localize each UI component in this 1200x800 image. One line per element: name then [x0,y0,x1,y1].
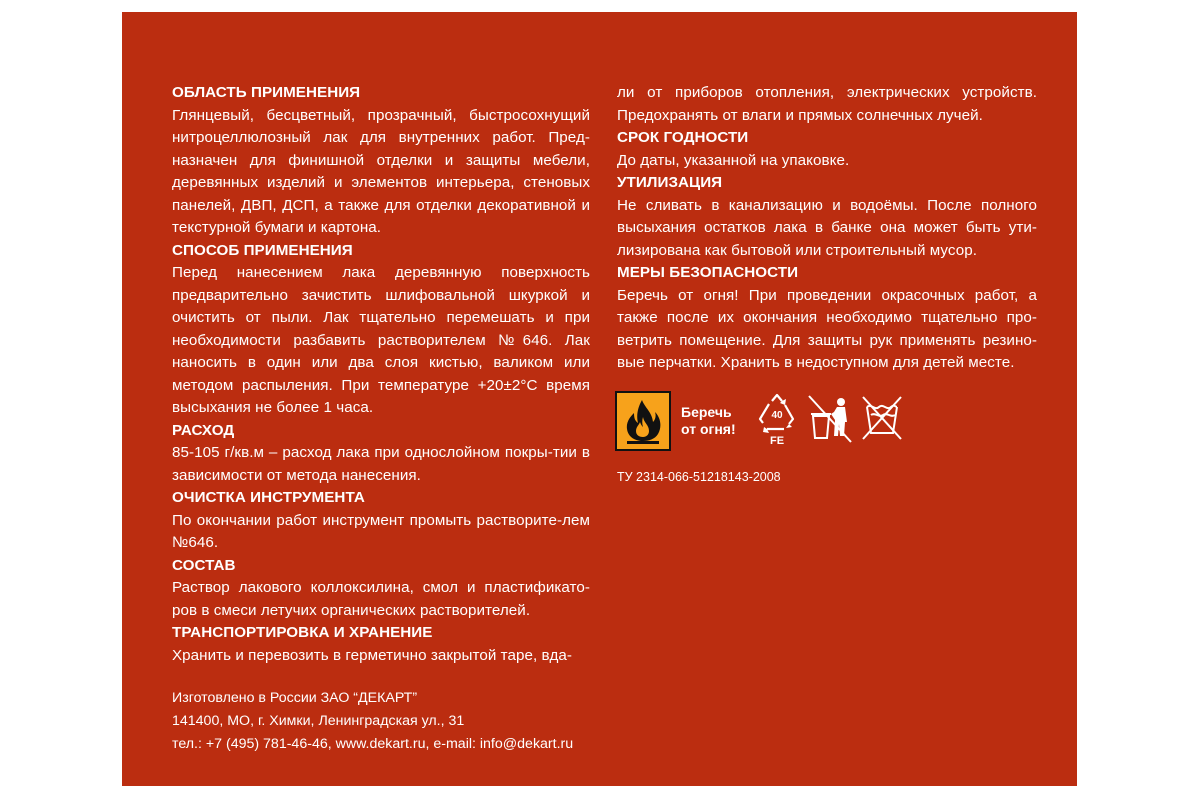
section-text-disposal: Не сливать в канализацию и водоёмы. После полного высыхания остатков лака в банке она может быть ути-лизирована как бытовой или строительный мусор. [617,196,1037,259]
left-column [172,82,590,667]
right-column [617,82,1037,375]
section-text-application-area: Глянцевый, бесцветный, прозрачный, быстросохнущий нитроцеллюлозный лак для внутренних работ. Пред-назначен для финишной отделки и защиты мебели, деревянных изделий и элементов интерьера, стеновых панелей, ДВП, ДСП, а также для отделки декоративной и текстурной бумаги и картона. [172,106,590,236]
warning-icons-row [615,383,903,458]
section-text-application-method: Перед нанесением лака деревянную поверхность предварительно зачистить шлифовальной шкуркой и очистить от пыли. Лак тщательно перемешать и при необходимости разбавить растворителем №646. Лак наносить в один или два слоя кистью, валиком или методом распыления. При температуре +20±2°С время высыхания не более 1 часа. [172,264,590,416]
flame-hazard-icon [615,391,671,451]
section-text-tool-cleaning: По окончании работ инструмент промыть растворите-лем №646. [172,511,590,551]
tu-code: ТУ 2314-066-51218143-2008 [617,470,781,484]
no-washing-icon [861,393,903,448]
tidy-man-bin-icon [807,390,853,451]
section-heading-safety: МЕРЫ БЕЗОПАСНОСТИ [617,264,799,281]
section-text-composition: Раствор лакового коллоксилина, смол и пластификато-ров в смеси летучих органических растворителей. [172,579,590,619]
recycle-material: FE [769,434,785,447]
manufacturer-line-2: 141400, МО, г. Химки, Ленинградская ул., 31 [172,713,465,729]
section-text-safety: Беречь от огня! При проведении окрасочных работ, а также после их окончания необходимо тщательно про-ветрить помещение. Для защиты рук применять резино-вые перчатки. Хранить в недоступном для детей месте. [617,286,1037,371]
section-heading-shelf-life: СРОК ГОДНОСТИ [617,129,749,146]
section-heading-composition: СОСТАВ [172,556,236,574]
recycle-code: 40 [771,409,783,421]
section-text-transport-storage: Хранить и перевозить в герметично закрытой таре, вда- [172,646,572,664]
section-text-transport-storage-continued: ли от приборов отопления, электрических устройств. Предохранять от влаги и прямых солнечных лучей. [617,84,1037,124]
manufacturer-info [172,687,573,756]
section-text-shelf-life: До даты, указанной на упаковке. [617,151,850,169]
product-label [122,12,1077,786]
manufacturer-line-1: Изготовлено в России ЗАО “ДЕКАРТ” [172,690,418,706]
section-text-consumption: 85-105 г/кв.м – расход лака при однослойном покры-тии в зависимости от метода нанесения. [172,444,590,484]
fire-warning-text: Беречь от огня! [681,403,736,437]
manufacturer-line-3: тел.: +7 (495) 781-46-46, www.dekart.ru, e-mail: info@dekart.ru [172,736,574,752]
section-heading-application-method: СПОСОБ ПРИМЕНЕНИЯ [172,241,353,259]
section-heading-application-area: ОБЛАСТЬ ПРИМЕНЕНИЯ [172,84,361,101]
recycle-triangle-icon [755,391,799,451]
section-heading-tool-cleaning: ОЧИСТКА ИНСТРУМЕНТА [172,489,365,506]
section-heading-transport-storage: ТРАНСПОРТИРОВКА И ХРАНЕНИЕ [172,624,433,641]
section-heading-disposal: УТИЛИЗАЦИЯ [617,174,723,191]
section-heading-consumption: РАСХОД [172,421,235,439]
